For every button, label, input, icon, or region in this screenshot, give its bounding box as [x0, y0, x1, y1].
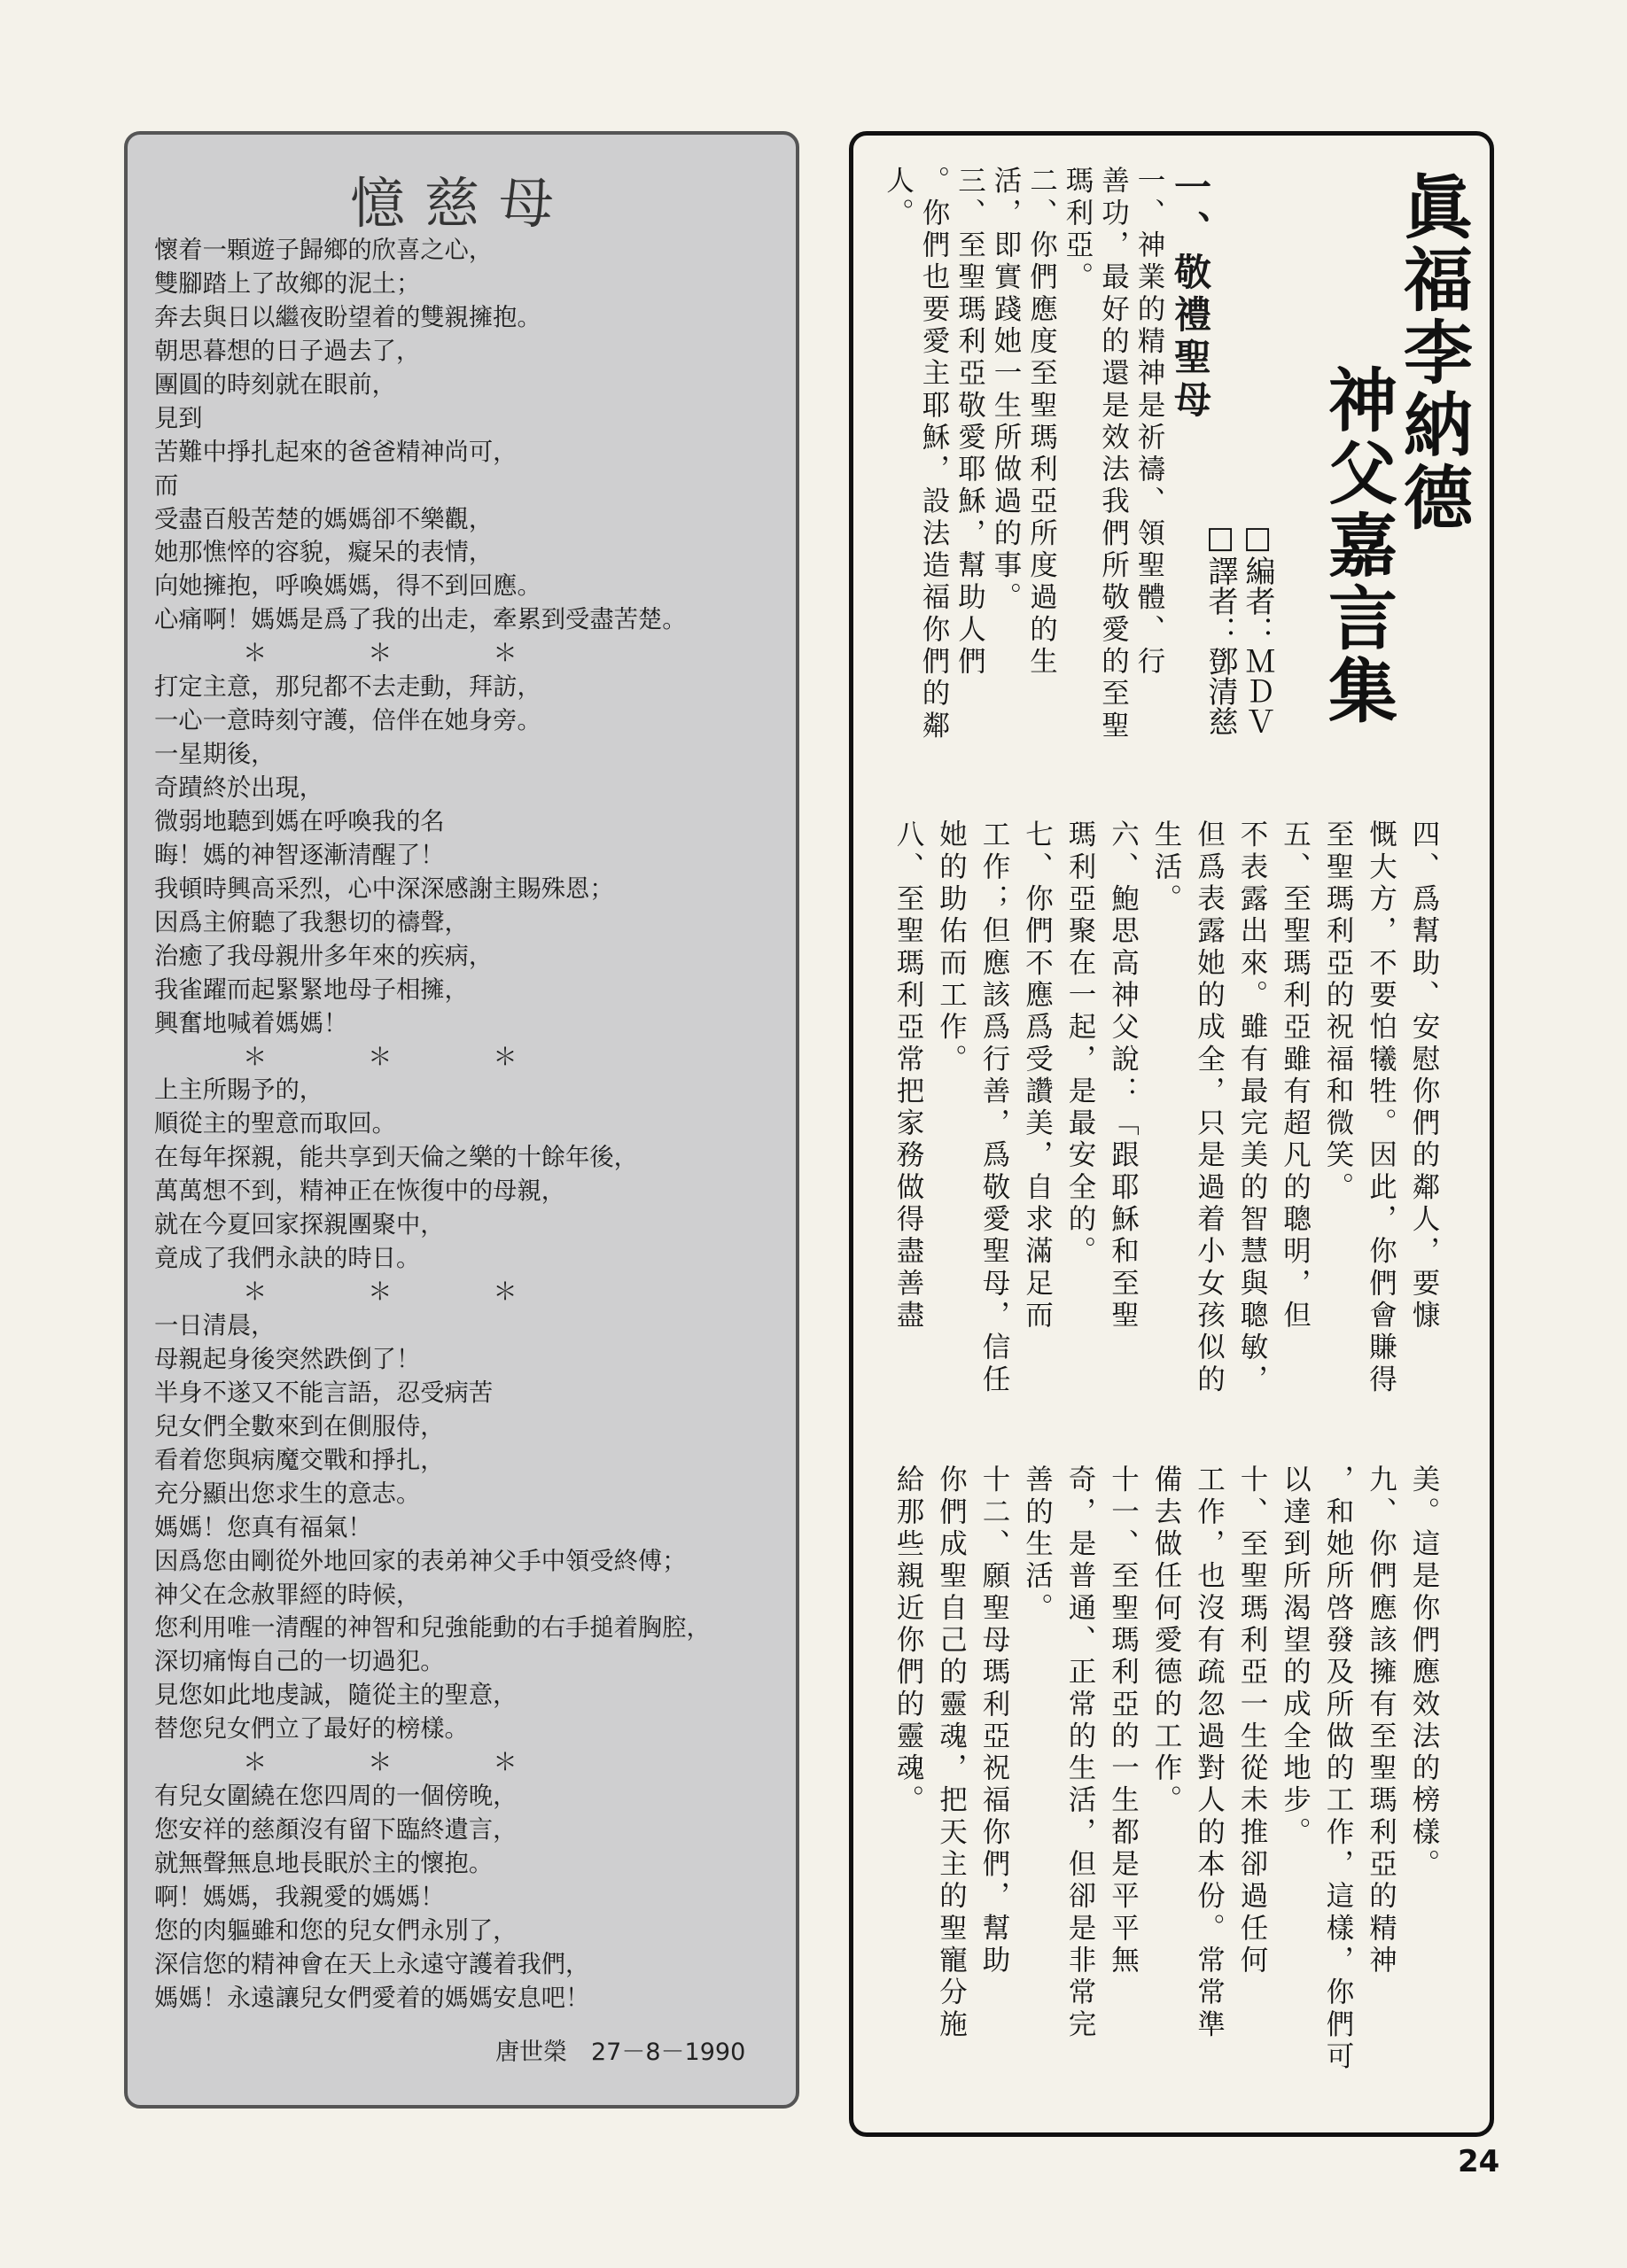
poem-line: 半身不遂又不能言語，忍受病苦 — [154, 1379, 494, 1407]
saying-column: 你們成聖自己的靈魂，把天主的聖寵分施 — [935, 1464, 968, 2041]
saying-column: 十、至聖瑪利亞一生從未推卻過任何 — [1236, 1464, 1268, 1977]
saying-column: 善功，最好的還是效法我們所敬愛的至聖 — [1097, 166, 1130, 742]
saying-column: 一、神業的精神是祈禱、領聖體、行 — [1133, 166, 1165, 679]
sayings-panel — [849, 131, 1494, 2137]
poem-panel — [124, 131, 799, 2109]
poem-line: 打定主意，那兒都不去走動，拜訪， — [154, 673, 541, 702]
article-title-line-1: 眞福李納德 — [1392, 171, 1473, 534]
poem-line: 充分顯出您求生的意志。 — [154, 1480, 421, 1508]
article-title-line-2: 神父嘉言集 — [1317, 364, 1397, 727]
saying-column: 但爲表露她的成全，只是過着小女孩似的 — [1193, 819, 1226, 1396]
poem-line: ＊ ＊ ＊ — [243, 1749, 525, 1777]
saying-column: 備去做任何愛德的工作。 — [1150, 1464, 1182, 1817]
poem-signature: 唐世榮 27－8－1990 — [495, 2039, 746, 2066]
translator-credit: □譯者：鄧清慈 — [1203, 520, 1238, 736]
poem-body — [154, 234, 788, 2016]
editor-credit: □編者：ＭＤＶ — [1240, 520, 1275, 736]
poem-line: 苦難中掙扎起來的爸爸精神尚可， — [154, 438, 518, 466]
poem-line: 奇蹟終於出現， — [154, 774, 324, 802]
saying-column: 八、至聖瑪利亞常把家務做得盡善盡 — [892, 819, 924, 1332]
poem-line: 團圓的時刻就在眼前， — [154, 370, 396, 399]
poem-line: 朝思暮想的日子過去了， — [154, 337, 421, 365]
saying-column: 瑪利亞聚在一起，是最安全的。 — [1064, 819, 1096, 1269]
saying-column: 工作；但應該爲行善，爲敬愛聖母，信任 — [978, 819, 1010, 1396]
saying-column: 七、你們不應爲受讚美，自求滿足而 — [1021, 819, 1054, 1332]
saying-column: 不表露出來。雖有最完美的智慧與聰敏， — [1236, 819, 1268, 1396]
section-heading: 一、敬禮聖母 — [1169, 167, 1212, 423]
saying-column: 活，即實踐她一生所做過的事。 — [990, 166, 1022, 615]
poem-line: 看着您與病魔交戰和掙扎， — [154, 1446, 445, 1474]
poem-line: 媽媽！永遠讓兒女們愛着的媽媽安息吧！ — [154, 1984, 590, 2012]
poem-line: 向她擁抱，呼喚媽媽，得不到回應。 — [154, 572, 541, 601]
poem-line: 一星期後， — [154, 741, 276, 769]
poem-line: 微弱地聽到媽在呼喚我的名 — [154, 807, 445, 835]
poem-line: 媽媽！您真有福氣！ — [154, 1513, 372, 1542]
page-number: 24 — [1458, 2144, 1500, 2179]
saying-column: 給那些親近你們的靈魂。 — [892, 1464, 924, 1817]
poem-line: 母親起身後突然跌倒了！ — [154, 1345, 421, 1373]
saying-column: 奇，是普通、正常的生活，但卻是非常完 — [1064, 1464, 1096, 2041]
saying-column: 她的助佑而工作。 — [935, 819, 968, 1076]
saying-column: 十二、願聖母瑪利亞祝福你們，幫助 — [978, 1464, 1010, 1977]
poem-line: 懷着一顆遊子歸鄉的欣喜之心， — [154, 237, 494, 264]
poem-line: 您利用唯一清醒的神智和兒強能動的右手搥着胸腔， — [154, 1614, 711, 1643]
poem-line: ＊ ＊ ＊ — [243, 1043, 525, 1071]
poem-line: 就無聲無息地長眠於主的懷抱。 — [154, 1850, 494, 1877]
saying-column: 瑪利亞。 — [1062, 166, 1094, 294]
poem-line: 興奮地喊着媽媽！ — [154, 1009, 348, 1037]
poem-line: 受盡百般苦楚的媽媽卻不樂觀， — [154, 505, 494, 533]
poem-line: 見到 — [154, 404, 203, 432]
poem-line: 心痛啊！媽媽是爲了我的出走，牽累到受盡苦楚。 — [154, 606, 687, 634]
saying-column: 人。 — [882, 166, 915, 230]
saying-column: 至聖瑪利亞的祝福和微笑。 — [1322, 819, 1354, 1204]
saying-column: 生活。 — [1150, 819, 1182, 916]
poem-line: 一日清晨， — [154, 1312, 276, 1340]
saying-column: 以達到所渴望的成全地步。 — [1279, 1464, 1312, 1849]
poem-line: 順從主的聖意而取回。 — [154, 1110, 396, 1138]
saying-column: 六、鮑思高神父說：「跟耶穌和至聖 — [1107, 819, 1140, 1332]
poem-line: 深切痛悔自己的一切過犯。 — [154, 1648, 445, 1676]
saying-column: 二、你們應度至聖瑪利亞所度過的生 — [1025, 166, 1058, 679]
poem-line: 替您兒女們立了最好的榜樣。 — [154, 1715, 469, 1744]
poem-line: ＊ ＊ ＊ — [243, 1278, 525, 1307]
poem-line: 我雀躍而起緊緊地母子相擁， — [154, 975, 469, 1004]
saying-column: 慨大方，不要怕犧牲。因此，你們會賺得 — [1365, 819, 1397, 1396]
saying-column: 工作，也沒有疏忽過對人的本份。常常準 — [1193, 1464, 1226, 2041]
saying-column: 。你們也要愛主耶穌，設法造福你們的鄰 — [918, 166, 950, 742]
poem-line: 深信您的精神會在天上永遠守護着我們， — [154, 1950, 590, 1978]
poem-line: 因爲您由剛從外地回家的表弟神父手中領受終傅； — [154, 1547, 687, 1575]
poem-line: 雙腳踏上了故鄉的泥土； — [154, 269, 421, 298]
saying-column: ，和她所啓發及所做的工作，這樣，你們可 — [1322, 1464, 1354, 2073]
poem-line: 竟成了我們永訣的時日。 — [154, 1245, 421, 1273]
poem-line: 而 — [154, 471, 179, 500]
poem-line: 您的肉軀雖和您的兒女們永別了， — [154, 1916, 518, 1945]
poem-line: 見您如此地虔誠，隨從主的聖意， — [154, 1682, 518, 1710]
poem-line: 她那憔悴的容貌，癡呆的表情， — [154, 539, 494, 567]
poem-line: 奔去與日以繼夜盼望着的雙親擁抱。 — [154, 303, 541, 331]
poem-line: 因爲主俯聽了我懇切的禱聲， — [154, 908, 469, 936]
poem-line: 有兒女圍繞在您四周的一個傍晚， — [154, 1783, 518, 1811]
poem-line: 晦！媽的神智逐漸清醒了！ — [154, 841, 445, 869]
saying-column: 五、至聖瑪利亞雖有超凡的聰明，但 — [1279, 819, 1312, 1332]
saying-column: 善的生活。 — [1021, 1464, 1054, 1625]
poem-line: 一心一意時刻守護，倍伴在她身旁。 — [154, 707, 541, 735]
saying-column: 十一、至聖瑪利亞的一生都是平平無 — [1107, 1464, 1140, 1977]
poem-line: 上主所賜予的， — [154, 1076, 324, 1105]
poem-line: 就在今夏回家探親團聚中， — [154, 1211, 445, 1239]
saying-column: 九、你們應該擁有至聖瑪利亞的精神 — [1365, 1464, 1397, 1977]
saying-column: 四、爲幫助、安慰你們的鄰人，要慷 — [1408, 819, 1440, 1332]
poem-line: 我頓時興高采烈，心中深深感謝主賜殊恩； — [154, 874, 614, 903]
poem-line: 神父在念赦罪經的時候， — [154, 1581, 421, 1609]
saying-column: 美。這是你們應效法的榜樣。 — [1408, 1464, 1440, 1881]
poem-title: 憶慈母 — [349, 171, 573, 236]
poem-line: 啊！媽媽，我親愛的媽媽！ — [154, 1883, 445, 1911]
saying-column: 三、至聖瑪利亞敬愛耶穌，幫助人們 — [954, 166, 986, 679]
poem-line: 治癒了我母親卅多年來的疾病， — [154, 942, 494, 970]
poem-line: 您安祥的慈顏沒有留下臨終遺言， — [154, 1816, 518, 1845]
poem-line: 兒女們全數來到在側服侍， — [154, 1412, 445, 1441]
poem-line: 在每年探親，能共享到天倫之樂的十餘年後， — [154, 1144, 638, 1172]
poem-line: 萬萬想不到，精神正在恢復中的母親， — [154, 1177, 566, 1206]
poem-line: ＊ ＊ ＊ — [243, 640, 525, 668]
